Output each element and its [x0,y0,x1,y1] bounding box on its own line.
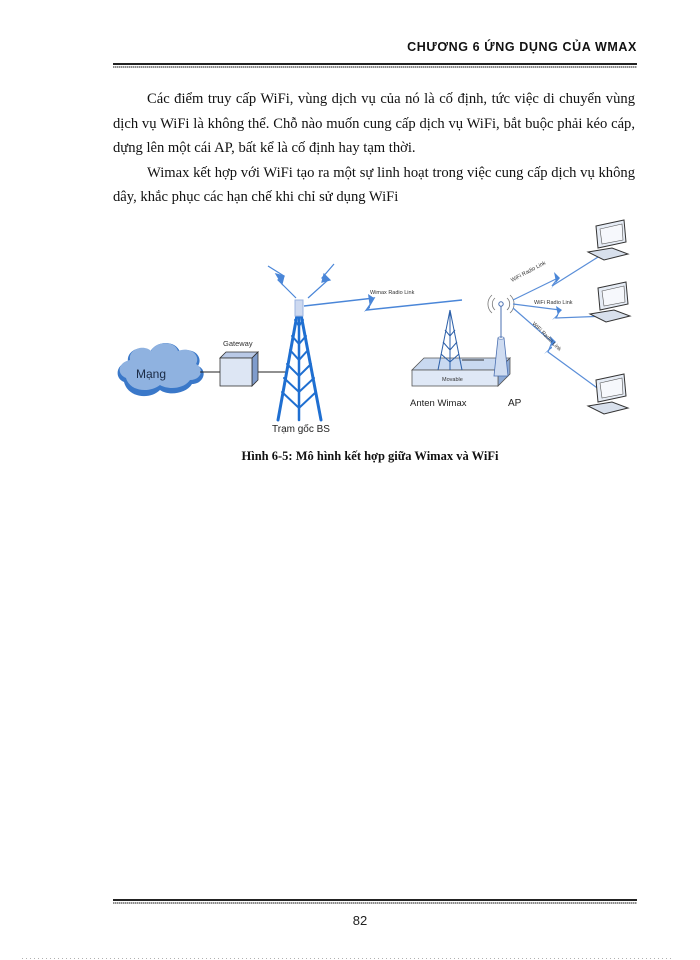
network-label: Mạng [136,367,167,381]
ap-label: AP [508,398,522,409]
wimax-link-label: Wimax Radio Link [370,290,415,296]
footer-rule [113,899,637,904]
paragraph-2: Wimax kết hợp với WiFi tạo ra một sự linh hoạt trong việc cung cấp dịch vụ không dây, khắc phục các hạn chế khi chỉ sử dụng WiFi [113,164,635,205]
figure-caption-text: Hình 6-5: Mô hình kết hợp giữa Wimax và WiFi [241,449,499,463]
network-diagram [112,212,652,438]
chapter-header: CHƯƠNG 6 ỨNG DỤNG CỦA WMAX [407,40,637,54]
wimax-antenna-label: Anten Wimax [410,398,467,409]
network-cloud-icon [118,343,204,396]
wifi-link-label-3: WiFi Radio Link [530,321,563,353]
base-station-tower-icon [278,300,321,420]
laptop-icon-3 [588,374,628,414]
wifi-link-label-1: WiFi Radio Link [510,260,547,284]
wimax-radio-link [304,290,462,312]
gateway-label: Gateway [223,339,253,348]
page-number: 82 [352,913,368,928]
radio-signal-icon [268,264,334,298]
base-station-label: Trạm gốc BS [272,424,330,435]
paragraph-1: Các điểm truy cấp WiFi, vùng dịch vụ của nó là cố định, tức việc di chuyển vùng dịch vụ WiFi là không thể. Chỗ nào muốn cung cấp dịch vụ WiFi, bắt buộc phải kéo cáp, dựng lên một cái AP, bất kể là cố định hay tạm thời. [113,91,635,156]
page-boundary-dots [22,958,672,959]
body-text [113,87,635,210]
figure-caption [0,449,700,464]
laptop-icon-1 [588,220,628,260]
movable-label: Movable [442,377,463,383]
header-rule [113,63,637,68]
wifi-link-label-2: WiFi Radio Link [534,300,573,306]
gateway-icon [220,339,258,386]
laptop-icon-2 [590,282,630,322]
